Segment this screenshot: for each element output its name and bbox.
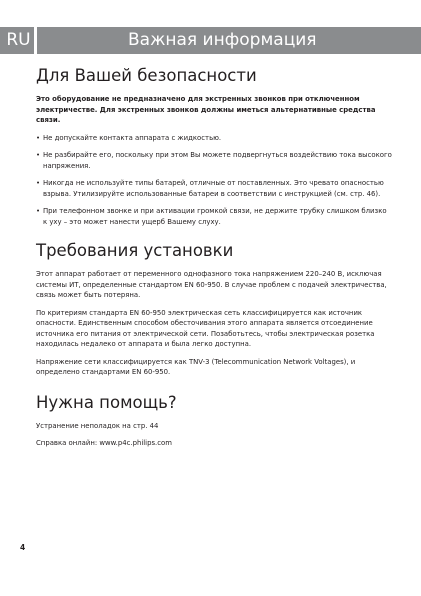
safety-bullet-item: • Никогда не используйте типы батарей, отличные от поставленных. Это чревато опасностью взрыва. Утилизируйте использованные батареи в соответствии с инструкцией (см. стр. 46). bbox=[36, 179, 384, 198]
install-paragraph: По критериям стандарта EN 60-950 электрическая сеть классифицируется как источник опасности. Единственным способом обесточивания этого аппарата является отсоединение источника его питания от электрической сети. Позаботьтесь, чтобы электрическая розетка находилась недалеко от аппарата и была легко доступна. bbox=[36, 308, 375, 348]
bullet-text: Не допускайте контакта аппарата с жидкостью. bbox=[43, 133, 222, 142]
safety-bullet-list bbox=[36, 133, 392, 228]
language-tab: RU bbox=[0, 27, 34, 54]
safety-bullet-item: • Не допускайте контакта аппарата с жидкостью. bbox=[36, 133, 222, 142]
help-troubleshooting: Устранение неполадок на стр. 44 bbox=[36, 421, 159, 430]
safety-section bbox=[36, 66, 392, 227]
safety-warning: Это оборудование не предназначено для экстренных звонков при отключенном электричестве. Для экстренных звонков должны иметься альтернативные средства связи. bbox=[36, 95, 376, 124]
title-bar bbox=[37, 27, 421, 54]
help-online: Справка онлайн: www.p4c.philips.com bbox=[36, 439, 172, 447]
safety-heading: Для Вашей безопасности bbox=[36, 66, 257, 85]
page-number: 4 bbox=[20, 543, 26, 552]
bullet-text: Не разбирайте его, поскольку при этом Вы можете подвергнуться воздействию тока высокого напряжения. bbox=[43, 151, 392, 170]
main-content bbox=[36, 66, 392, 456]
install-paragraph: Этот аппарат работает от переменного однофазного тока напряжением 220–240 В, исключая системы ИТ, определенные стандартом EN 60-950. В случае проблем с подачей электричества, связь может быть потеряна. bbox=[36, 270, 387, 299]
help-section bbox=[36, 393, 392, 449]
safety-bullet-item: • При телефонном звонке и при активации громкой связи, не держите трубку слишком близко к уху – это может нанести ущерб Вашему слуху. bbox=[36, 207, 387, 226]
install-heading: Требования установки bbox=[36, 241, 234, 260]
bullet-text: Никогда не используйте типы батарей, отличные от поставленных. Это чревато опасностью взрыва. Утилизируйте использованные батареи в соответствии с инструкцией (см. стр. 46). bbox=[43, 179, 384, 198]
bullet-text: При телефонном звонке и при активации громкой связи, не держите трубку слишком близко к уху – это может нанести ущерб Вашему слуху. bbox=[43, 207, 387, 226]
page-header bbox=[0, 27, 421, 54]
safety-bullet-item: • Не разбирайте его, поскольку при этом Вы можете подвергнуться воздействию тока высокого напряжения. bbox=[36, 151, 392, 170]
install-section bbox=[36, 241, 392, 378]
page-title: Важная информация bbox=[128, 30, 317, 50]
install-paragraph: Напряжение сети классифицируется как TNV-3 (Telecommunication Network Voltages), и определено стандартами EN 60-950. bbox=[36, 357, 356, 376]
help-heading: Нужна помощь? bbox=[36, 392, 177, 412]
